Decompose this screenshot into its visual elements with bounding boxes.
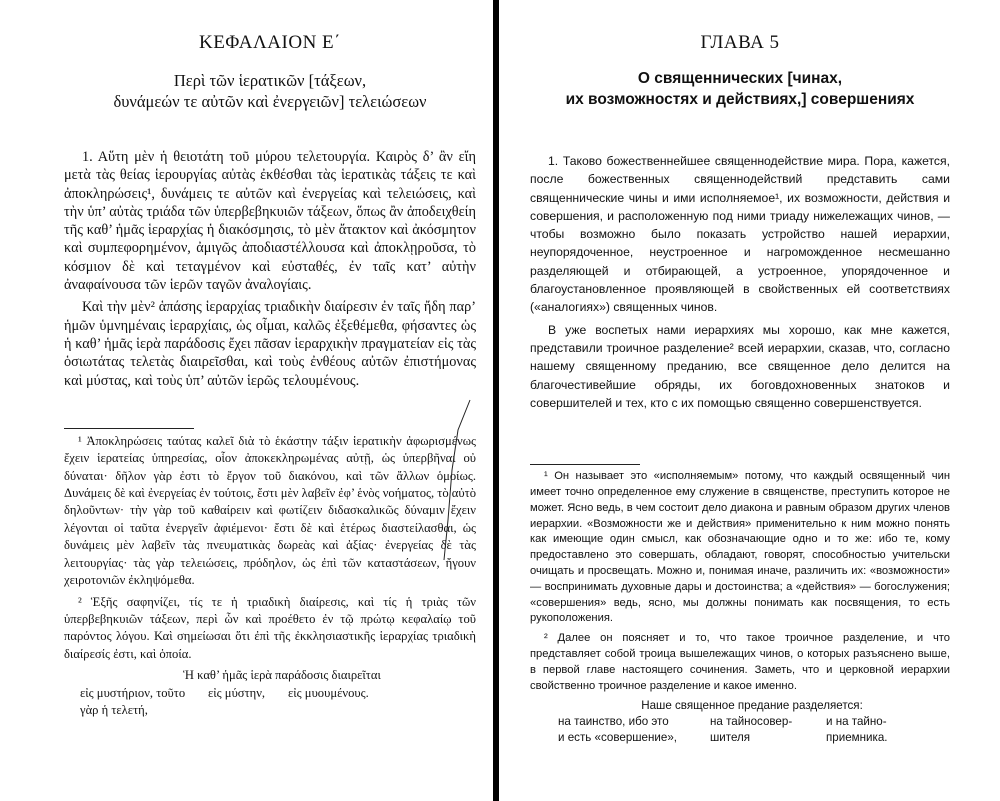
verse-col-2 [710,714,826,746]
verse-line: и на тайно- [826,715,887,729]
verse-line: на тайносовер- [710,715,793,729]
verse-heading: Наше священное предание разделяется: [641,699,863,713]
verse-russian [530,698,950,745]
chapter-title-russian [530,68,950,110]
verse-line: εἰς μύστην, [208,685,266,700]
verse-line: εἰς μυστήριον, τοῦτο [80,685,186,700]
footnote-divider [530,464,640,465]
title-line: их возможностях и действиях,] совершениях [565,91,915,108]
paragraph: 1. Таково божественнейшее священнодействие мира. Пора, кажется, после божественных священнодействий представить сами священнические чины и ими исполняемое¹, их возможности, действия и совершения, и расположенную под ними триаду нижележащих чинов, — чтобы возможно было показать устройство нашей иерархии, неупорядоченное, неустроенное и нагроможденное несмешанно разделяющей и отбирающей, а устроенное, упорядоченное и благоустановленное проявляющей в свойственных ей соответствиях («аналогиях») священных чинов. [530,154,950,315]
verse-line: шителя [710,730,751,744]
verse-line: приемника. [826,730,888,744]
footnote: ² Далее он поясняет и то, что такое троичное разделение, и что представляет собой троица вышележащих чинов, о которых разъяснено выше, в первой главе настоящего сочинения. Заметь, что и церковной иерархии свойственно троичное разделение и какое именно. [530,632,950,692]
verse-heading: Ἡ καθ’ ἡμᾶς ἱερὰ παράδοσις διαιρεῖται [183,668,381,683]
title-line: О священнических [чинах, [637,70,843,87]
verse-line: γὰρ ἡ τελετή, [80,702,148,717]
verse-line: εἰς μυουμένους. [288,685,369,700]
footnote: ¹ Ἀποκληρώσεις ταύτας καλεῖ διὰ τὸ ἑκάστην τάξιν ἱερατικὴν ἀφωρισμένως ἔχειν ἱερατείας ὑπηρεσίας, οἷον ἀποκεκληρωμένας αὐτῇ, ὡς ὑπερβῆναι οὐ δύναται· δῆλον γὰρ ἐστι τὸ ἔργον τοῦ διακόνου, καὶ τῶν ἄλλων ὁμοίως. Δυνάμεις δὲ καὶ ἐνεργείας ἐν τούτοις, ἔστι μὲν λαβεῖν ἐφ’ ἑνὸς νοήματος, τὸ αὐτὸ δηλοῦντων· τὴν γὰρ τοῦ καθαίρειν καὶ φωτίζειν διδασκαλικῶς δύναμιν ἔχειν λέγονται οἱ ταῦτα ἐνεργεῖν ἀφιέμενοι· ἔστι δὲ καὶ ἑτέρως διαστείλασθαι, ὡς δυνάμεις μὲν λαβεῖν τὰς πνευματικὰς δωρεὰς καὶ ἀξίας· ἐνεργείας δὲ τὰς λειτουργίας· τὰς γὰρ τελειώσεις, πρόδηλον, ὡς ἐπὶ τῶν καταστάσεων, ἤγουν χειροτονιῶν ἐκληψόμεθα. [64,433,476,588]
paragraph: Καὶ τὴν μὲν² ἁπάσης ἱεραρχίας τριαδικὴν διαίρεσιν ἐν ταῖς ἤδη παρ’ ἡμῶν ὑμνημέναις ἱεραρχίαις, ὡς οἶμαι, καλῶς ἐξεθέμεθα, φήσαντες ὡς ἡ καθ’ ἡμᾶς ἱερὰ παράδοσις ἔχει πᾶσαν ἱεραρχικὴν πραγματείαν εἰς τὰς ὁσιωτάτας τελετὰς διαιρεῖσθαι, καὶ τοὺς ἐνθέους αὐτῶν ἐπιστήμονας καὶ μύστας, καὶ τοὺς ὑπ’ αὐτῶν ἱερῶς τελουμένους. [64,299,476,389]
chapter-heading-greek: ΚΕΦΑΛΑΙΟΝ Ε΄ [199,32,341,53]
paragraph: В уже воспетых нами иерархиях мы хорошо, как мне кажется, представили троичное разделение² всей иерархии, сказав, что, согласно нашему священному преданию, все священное дело делится на благочестивейшие обряды, их боговдохновенных знатоков и совершителей и тех, кто с их помощью священно совершенствуется. [530,322,950,410]
verse-line: и есть «совершение», [558,730,678,744]
main-text-russian [530,152,950,412]
footnotes-russian [530,469,950,694]
right-page-russian [500,0,1000,801]
title-line: δυνάμεών τε αὐτῶν καὶ ἐνεργειῶν] τελειώσεων [113,92,427,111]
footnote: ² Ἑξῆς σαφηνίζει, τίς τε ἡ τριαδικὴ διαίρεσις, καὶ τίς ἡ τριὰς τῶν ὑπερβεβηκυιῶν τάξεων, περὶ ὧν καὶ προέθετο ἐν τῷ πρώτῳ κεφαλαίῳ τοῦ παρόντος λόγου. Καὶ σημείωσαι ὅτι ἐπὶ τῆς ἐκκλησιαστικῆς ἱεραρχίας τριαδικὴ διαίρεσίς ἐστι, καὶ ὁποία. [64,594,476,661]
verse-columns [530,714,950,746]
title-line: Περὶ τῶν ἱερατικῶν [τάξεων, [173,71,367,90]
paragraph: 1. Αὕτη μὲν ἡ θειοτάτη τοῦ μύρου τελετουργία. Καιρὸς δ’ ἂν εἴη μετὰ τὰς θείας ἱερουργίας αὐτὰς ἐκθέσθαι τὰς ἱερατικὰς τάξεις τε καὶ ἀποκληρώσεις¹, δυνάμεις τε αὐτῶν καὶ ἐνεργείας καὶ τελειώσεις, καὶ τὴν ὑπ’ αὐτὰς τριάδα τῶν ὑπερβεβηκυιῶν τάξεων, ὅπως ἂν ἀποδειχθείη τῆς καθ’ ἡμᾶς ἱεραρχίας ἡ διακόσμησις, τὸ μὲν ἄτακτον καὶ ἀκόσμητον καὶ συμπεφορημένον, ἀμιγῶς ἀποδιαστέλλουσα καὶ ἀποκλῃροῦσα, τὸ κόσμιον δὲ καὶ τεταγμένον καὶ εὐσταθές, ἐν ταῖς κατ’ αὐτὴν ἀναφαίνουσα τῶν ἱερῶν ταγῶν ἀναλογίαις. [64,149,476,294]
footnote: ¹ Он называет это «исполняемым» потому, что каждый освященный чин имеет точно определенное ему служение в священстве, преступить которое не может. Ясно ведь, в чем состоит дело диакона и равным образом других членов иерархии. «Возможности же и действия» применительно к ним можно понять как имеющие один смысл, как обозначающие одно и то же: ибо те, кому предоставлено это совершать, обладают, говорят, способностью учительски очищать и просвещать. Можно и, понимая иначе, различить их: «возможности» — воспринимать духовные дары и достоинства; а «действия» — богослужения; «совершения» ведь, ясно, мы должны понимать как посвящения, то есть рукоположения. [530,470,950,625]
verse-line: на таинство, ибо это [558,715,669,729]
chapter-heading-russian: ГЛАВА 5 [700,32,780,53]
verse-col-3 [826,714,926,746]
verse-col-1 [558,714,710,746]
